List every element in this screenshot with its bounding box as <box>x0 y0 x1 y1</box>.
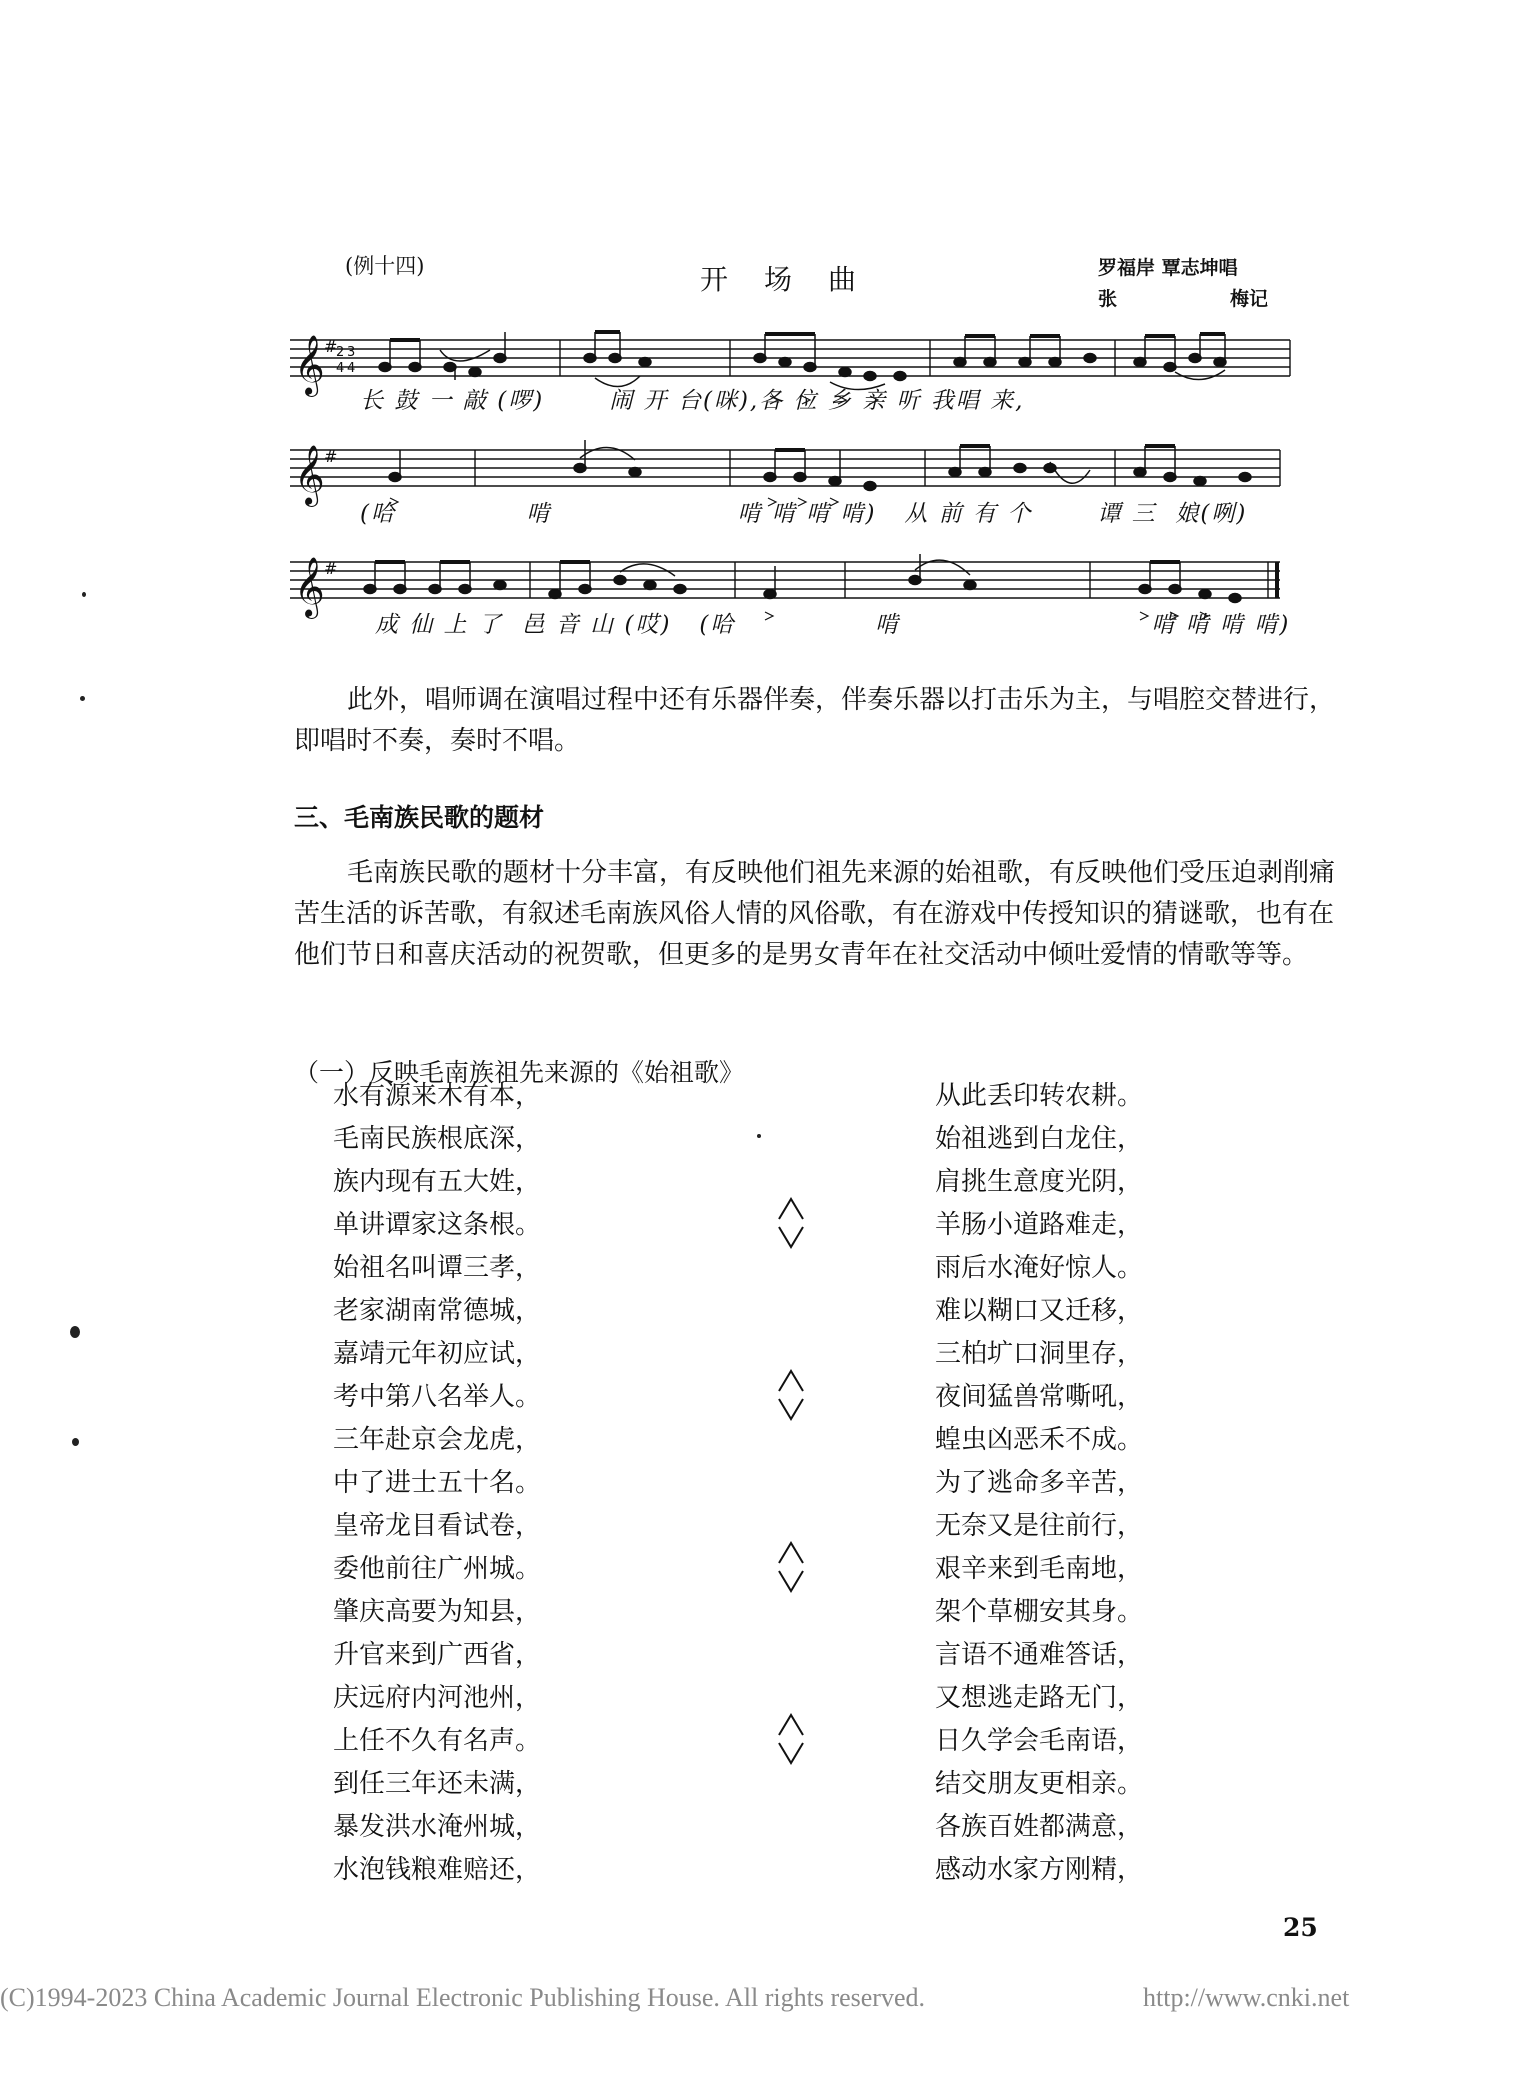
poem-line: 到任三年还未满， <box>333 1769 542 1799</box>
poem-line: 庆远府内河池州， <box>333 1683 542 1713</box>
svg-text:4: 4 <box>347 361 356 376</box>
section-heading: 三、毛南族民歌的题材 <box>294 803 545 832</box>
recorder-surname: 张 <box>1098 288 1118 310</box>
poem-line: 肇庆高要为知县， <box>333 1597 542 1627</box>
treble-clef-3: 𝄞 <box>294 557 325 617</box>
staff-2 <box>290 450 1280 486</box>
score-title: 开场曲 <box>700 263 893 296</box>
poem-line: 始祖名叫谭三孝， <box>333 1253 542 1283</box>
paragraph-line: 即唱时不奏，奏时不唱。 <box>294 726 581 756</box>
poem-line: 升官来到广西省， <box>333 1640 542 1670</box>
poem-line: 从此丢印转农耕。 <box>935 1081 1144 1111</box>
poem-line: 言语不通难答话， <box>935 1640 1144 1670</box>
poem-line: 难以糊口又迁移， <box>935 1296 1144 1326</box>
poem-line: 嘉靖元年初应试， <box>333 1339 542 1369</box>
poem-line: 始祖逃到白龙住， <box>935 1124 1144 1154</box>
page-number: 25 <box>1283 1913 1318 1942</box>
stanza-divider-icon <box>776 1367 806 1423</box>
stanza-divider-icon <box>776 1539 806 1595</box>
music-score <box>290 300 1300 640</box>
poem-line: 各族百姓都满意， <box>935 1812 1144 1842</box>
svg-text:#: # <box>324 337 338 356</box>
score-credit-singers: 罗福岸 覃志坤唱 <box>1098 257 1238 279</box>
copyright-footer: (C)1994-2023 China Academic Journal Electronic Publishing House. All rights reserved. <box>0 1983 925 2012</box>
poem-left-column <box>333 1075 541 1892</box>
poem-line: 毛南民族根底深， <box>333 1124 542 1154</box>
poem-line: 无奈又是往前行， <box>935 1511 1144 1541</box>
recorder-given: 梅记 <box>1229 288 1268 310</box>
stanza-divider-icon <box>776 1711 806 1767</box>
poem-line: 架个草棚安其身。 <box>935 1597 1144 1627</box>
poem-line: 又想逃走路无门， <box>935 1683 1144 1713</box>
subsection-heading: （一）反映毛南族祖先来源的《始祖歌》 <box>294 1058 745 1087</box>
scan-speck <box>70 1326 80 1338</box>
poem-line: 蝗虫凶恶禾不成。 <box>935 1425 1144 1455</box>
paragraph-line: 毛南族民歌的题材十分丰富，有反映他们祖先来源的始祖歌，有反映他们受压迫剥削痛 <box>347 858 1336 888</box>
scan-speck <box>80 696 85 701</box>
paragraph-line: 苦生活的诉苦歌，有叙述毛南族风俗人情的风俗歌，有在游戏中传授知识的猜谜歌，也有在 <box>294 899 1335 929</box>
score-lyric-line-2: (哈 啃 啃 啃 啃 啃) 从 前 有 个 谭 三 娘(咧) <box>360 501 1248 527</box>
svg-text:#: # <box>324 559 338 578</box>
poem-line: 暴发洪水淹州城， <box>333 1812 542 1842</box>
poem-line: 老家湖南常德城， <box>333 1296 542 1326</box>
poem-line: 水泡钱粮难赔还， <box>333 1855 542 1885</box>
paragraph-accompaniment <box>294 680 1384 762</box>
poem-line: 中了进士五十名。 <box>333 1468 542 1498</box>
svg-text:2: 2 <box>336 345 345 360</box>
scan-speck <box>82 592 86 597</box>
score-lyric-line-1: 长 鼓 一 敲 (啰) 闹 开 台(咪),各 位 乡 亲 听 我唱 来, <box>360 388 1025 414</box>
poem-line: 夜间猛兽常嘶吼， <box>935 1382 1144 1412</box>
poem-line: 雨后水淹好惊人。 <box>935 1253 1144 1283</box>
poem-line: 委他前往广州城。 <box>333 1554 542 1584</box>
poem-line: 上任不久有名声。 <box>333 1726 542 1756</box>
paragraph-themes <box>294 852 1384 975</box>
poem-line: 感动水家方刚精， <box>935 1855 1144 1885</box>
score-lyric-line-3: 成 仙 上 了 邑 音 山 (哎) (哈 啃 啃 啃 啃 啃) <box>375 612 1291 638</box>
poem-line: 为了逃命多辛苦， <box>935 1468 1144 1498</box>
poem-line: 日久学会毛南语， <box>935 1726 1144 1756</box>
poem-line: 水有源来木有本， <box>333 1081 542 1111</box>
scan-speck <box>72 1438 79 1446</box>
svg-text:4: 4 <box>336 361 345 376</box>
treble-clef-2: 𝄞 <box>294 445 325 505</box>
paragraph-line: 他们节日和喜庆活动的祝贺歌，但更多的是男女青年在社交活动中倾吐爱情的情歌等等。 <box>294 940 1309 970</box>
poem-line: 三柏圹口洞里存， <box>935 1339 1144 1369</box>
poem-line: 三年赴京会龙虎， <box>333 1425 542 1455</box>
poem-line: 单讲谭家这条根。 <box>333 1210 542 1240</box>
example-label: (例十四) <box>345 254 425 278</box>
treble-clef-1: 𝄞 <box>294 335 325 395</box>
poem-line: 结交朋友更相亲。 <box>935 1769 1144 1799</box>
poem-line: 艰辛来到毛南地， <box>935 1554 1144 1584</box>
source-url-footer: http://www.cnki.net <box>1143 1983 1350 2012</box>
poem-line: 考中第八名举人。 <box>333 1382 542 1412</box>
poem-right-column <box>935 1075 1143 1892</box>
svg-text:#: # <box>324 447 338 466</box>
svg-text:3: 3 <box>347 345 356 360</box>
poem-line: 肩挑生意度光阴， <box>935 1167 1144 1197</box>
poem-line: 族内现有五大姓， <box>333 1167 542 1197</box>
paragraph-line: 此外，唱师调在演唱过程中还有乐器伴奏，伴奏乐器以打击乐为主，与唱腔交替进行， <box>347 685 1336 715</box>
scan-speck <box>757 1134 761 1138</box>
poem-line: 羊肠小道路难走， <box>935 1210 1144 1240</box>
poem-line: 皇帝龙目看试卷， <box>333 1511 542 1541</box>
stanza-divider-icon <box>776 1195 806 1251</box>
